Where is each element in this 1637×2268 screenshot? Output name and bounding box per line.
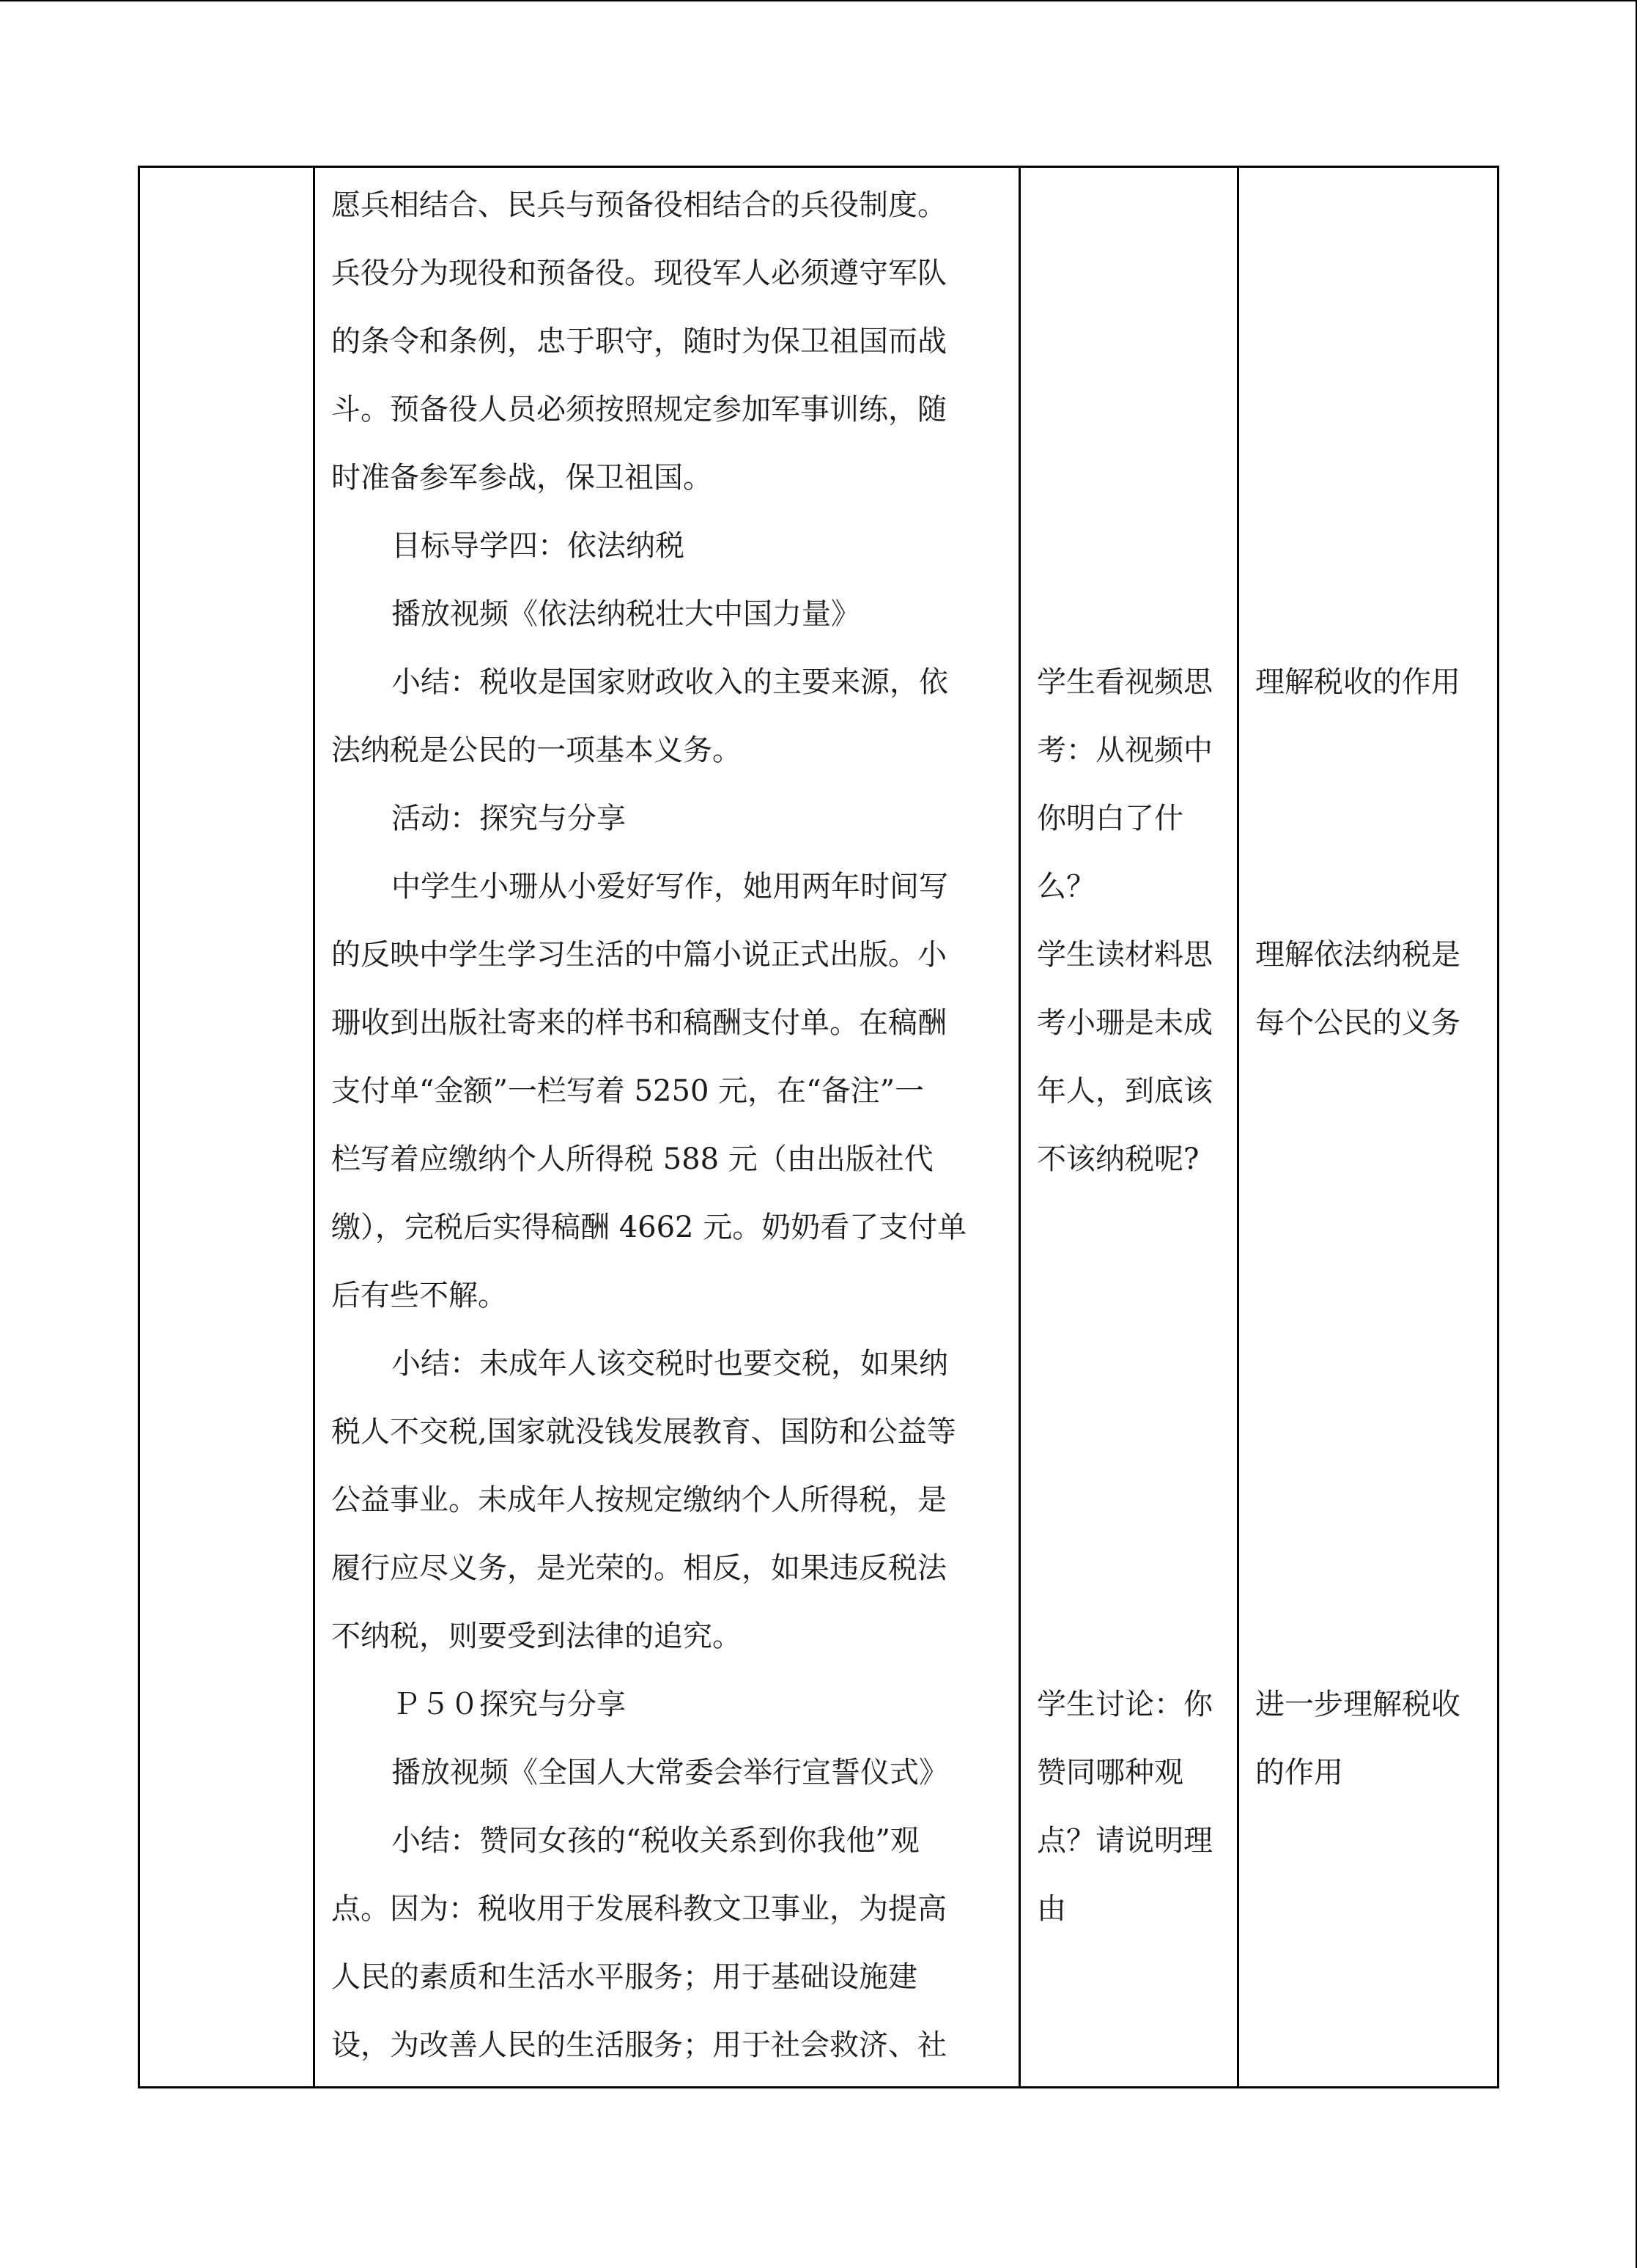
student-activity-line: 学生看视频思 <box>1037 665 1213 699</box>
content-line: 小结：税收是国家财政收入的主要来源，依 <box>391 665 948 699</box>
content-line: 播放视频《依法纳税壮大中国力量》 <box>391 597 860 631</box>
content-line: 履行应尽义务，是光荣的。相反，如果违反税法 <box>331 1551 947 1585</box>
content-line: 点。因为：税收用于发展科教文卫事业，为提高 <box>331 1892 947 1926</box>
content-line: 愿兵相结合、民兵与预备役相结合的兵役制度。 <box>331 188 947 222</box>
student-activity-line: 考小珊是未成 <box>1037 1006 1213 1040</box>
content-line: 斗。预备役人员必须按照规定参加军事训练，随 <box>331 393 947 426</box>
content-line: 后有些不解。 <box>331 1279 507 1312</box>
student-activity-line: 赞同哪种观 <box>1037 1756 1183 1789</box>
content-line: 缴），完税后实得稿酬 4662 元。奶奶看了支付单 <box>331 1211 967 1244</box>
content-line: 的反映中学生学习生活的中篇小说正式出版。小 <box>331 938 947 972</box>
design-intent-column <box>1239 166 1499 2088</box>
content-line: Ｐ５０探究与分享 <box>391 1688 626 1721</box>
content-line: 人民的素质和生活水平服务；用于基础设施建 <box>331 1960 917 1994</box>
content-line: 法纳税是公民的一项基本义务。 <box>331 734 742 767</box>
student-activity-line: 考：从视频中 <box>1037 734 1213 767</box>
content-line: 珊收到出版社寄来的样书和稿酬支付单。在稿酬 <box>331 1006 947 1040</box>
content-line: 公益事业。未成年人按规定缴纳个人所得税，是 <box>331 1483 947 1517</box>
design-intent-line: 每个公民的义务 <box>1255 1006 1460 1040</box>
content-line: 支付单“金额”一栏写着 5250 元，在“备注”一 <box>331 1074 925 1108</box>
design-intent-line: 的作用 <box>1255 1756 1343 1789</box>
page-top-border <box>0 0 1637 1</box>
design-intent-line: 进一步理解税收 <box>1255 1688 1460 1721</box>
section-heading: 目标导学四：依法纳税 <box>391 529 684 563</box>
student-activity-line: 年人，到底该 <box>1037 1074 1213 1108</box>
content-line: 活动：探究与分享 <box>391 802 626 835</box>
student-activity-column <box>1021 166 1237 2088</box>
content-line: 税人不交税,国家就没钱发展教育、国防和公益等 <box>331 1415 956 1449</box>
content-line: 兵役分为现役和预备役。现役军人必须遵守军队 <box>331 256 947 290</box>
content-line: 播放视频《全国人大常委会举行宣誓仪式》 <box>391 1756 948 1789</box>
content-line: 小结：赞同女孩的“税收关系到你我他”观 <box>391 1824 920 1858</box>
section-column <box>140 166 313 2088</box>
content-line: 的条令和条例，忠于职守，随时为保卫祖国而战 <box>331 325 947 358</box>
design-intent-line: 理解税收的作用 <box>1255 665 1460 699</box>
student-activity-line: 不该纳税呢? <box>1037 1142 1200 1176</box>
content-line: 栏写着应缴纳个人所得税 588 元（由出版社代 <box>331 1142 934 1176</box>
teaching-content-column <box>315 166 1019 2088</box>
student-activity-line: 你明白了什 <box>1037 802 1183 835</box>
content-line: 中学生小珊从小爱好写作，她用两年时间写 <box>391 870 948 904</box>
content-line: 设，为改善人民的生活服务；用于社会救济、社 <box>331 2028 947 2062</box>
content-line: 不纳税，则要受到法律的追究。 <box>331 1619 742 1653</box>
content-line: 时准备参军参战，保卫祖国。 <box>331 461 712 495</box>
content-line: 小结：未成年人该交税时也要交税，如果纳 <box>391 1347 948 1381</box>
student-activity-line: 么？ <box>1037 870 1095 904</box>
design-intent-line: 理解依法纳税是 <box>1255 938 1460 972</box>
student-activity-line: 学生读材料思 <box>1037 938 1213 972</box>
student-activity-line: 由 <box>1037 1892 1066 1926</box>
student-activity-line: 点？请说明理 <box>1037 1824 1213 1858</box>
student-activity-line: 学生讨论：你 <box>1037 1688 1213 1721</box>
